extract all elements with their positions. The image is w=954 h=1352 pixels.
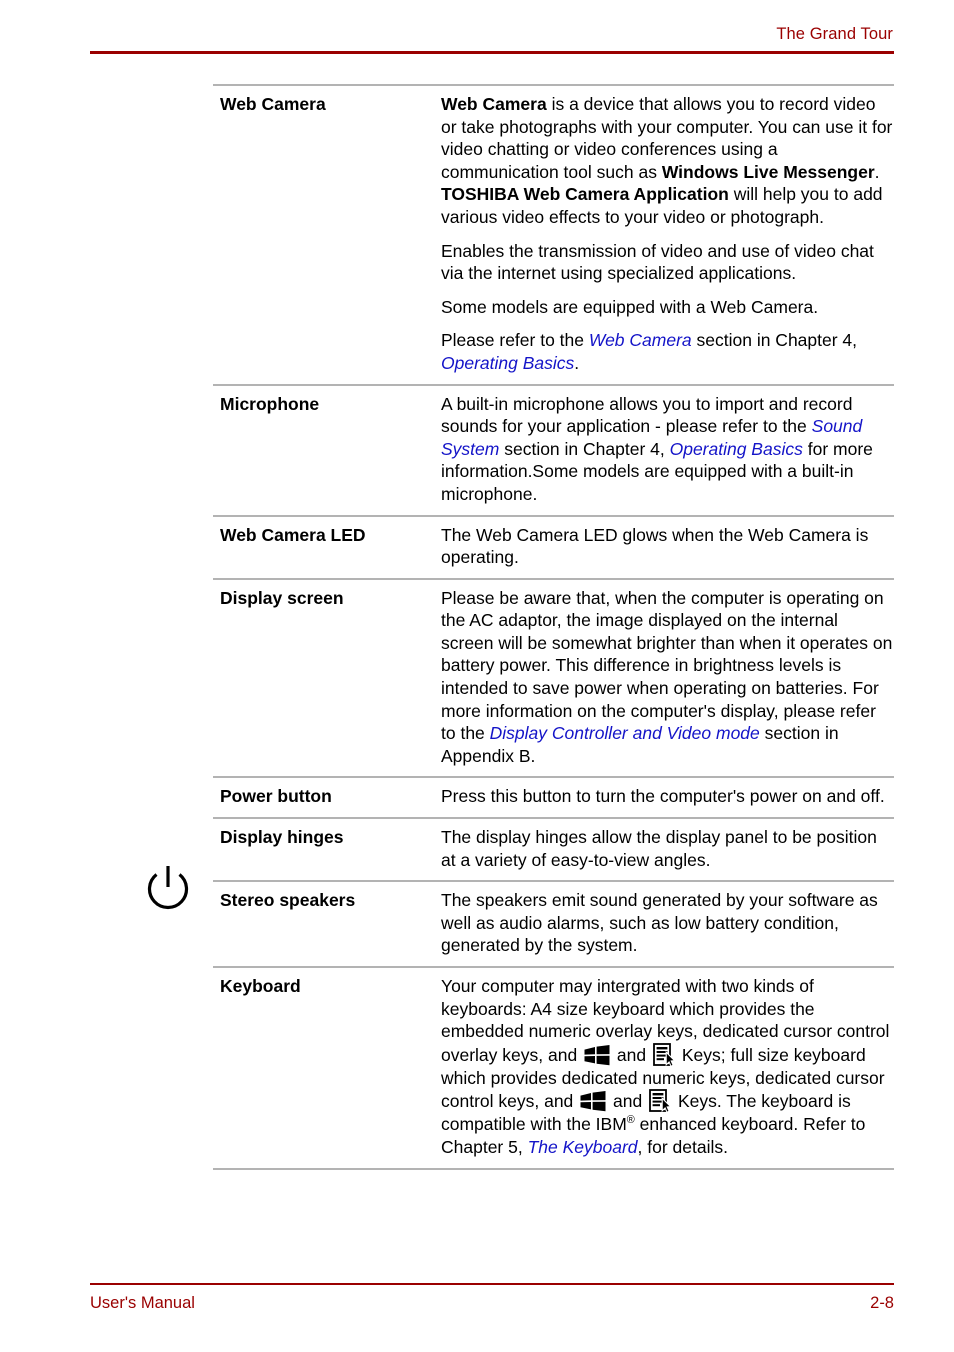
windows-key-icon [584,1045,610,1066]
application-menu-key-icon [653,1043,675,1067]
cross-reference-link[interactable]: Operating Basics [669,438,803,459]
cross-reference-link[interactable]: Sound System [441,416,863,459]
cross-reference-link[interactable]: Web Camera [588,330,692,351]
emphasis-text: Web Camera [441,94,547,114]
spec-paragraph: The Web Camera LED glows when the Web Camera is operating. [441,524,869,568]
spec-paragraph: Some models are equipped with a Web Camera. [441,296,819,317]
spec-term: Display hinges [220,827,344,848]
spec-row [213,817,894,880]
spec-description [441,587,894,768]
spec-term: Display screen [220,587,344,608]
spec-paragraph: The speakers emit sound generated by your software as well as audio alarms, such as low battery condition, generated by the system. [441,890,878,956]
header-chapter-title: The Grand Tour [776,25,893,43]
spec-row [213,84,894,384]
spec-paragraph: Press this button to turn the computer's power on and off. [441,786,885,807]
windows-key-icon [580,1091,606,1112]
cross-reference-link[interactable]: Display Controller and Video mode [489,723,760,744]
header-divider-rule [90,51,894,54]
power-symbol-icon [142,862,194,914]
footer-row [90,1293,894,1313]
spec-term: Keyboard [220,976,301,996]
spec-description [441,393,894,506]
footer-divider-rule [90,1283,894,1285]
spec-term: Microphone [220,393,320,414]
spec-description [441,785,894,808]
footer-page-number: 2-8 [870,1294,894,1312]
spec-description [441,975,894,1159]
cross-reference-link[interactable]: The Keyboard [527,1136,638,1157]
spec-paragraph: Your computer may intergrated with two kinds of keyboards: A4 size keyboard which provides the embedded numeric overlay keys, dedicated cursor control overlay keys, and and Keys; full size keyboard which provides dedicated numeric keys, dedicated cursor control keys, and and Keys. The keyboard is compatible with the IBM® enhanced keyboard. Refer to Chapter 5, The Keyboard, for details. [441,976,890,1157]
specification-table [213,84,894,1170]
registered-trademark-mark: ® [626,1114,635,1127]
spec-description [441,889,894,957]
spec-term: Web Camera [220,94,326,114]
page-footer [90,1283,894,1313]
spec-row [213,966,894,1170]
spec-paragraph: Enables the transmission of video and use of video chat via the internet using specialized applications. [441,240,874,284]
spec-description [441,93,894,375]
spec-paragraph: The display hinges allow the display panel to be position at a variety of easy-to-view angles. [441,827,877,870]
spec-description [441,524,894,569]
spec-row [213,578,894,777]
spec-row [213,515,894,578]
footer-manual-label: User's Manual [90,1294,195,1312]
emphasis-text: Windows Live Messenger [661,161,875,182]
spec-row [213,880,894,966]
spec-paragraph: Please refer to the Web Camera section in Chapter 4, Operating Basics. [441,330,858,373]
spec-description [441,826,894,871]
spec-row [213,384,894,515]
spec-paragraph: Please be aware that, when the computer is operating on the AC adaptor, the image displayed on the internal screen will be somewhat brighter than when it operates on battery power. This difference in brightness levels is intended to save power when operating on batteries. For more information on the computer's display, please refer to the Display Controller and Video mode section in Appendix B. [441,587,893,766]
spec-term: Web Camera LED [220,524,366,545]
spec-row [213,776,894,817]
cross-reference-link[interactable]: Operating Basics [441,352,575,373]
spec-term: Stereo speakers [220,890,356,911]
emphasis-text: TOSHIBA Web Camera Application [441,184,729,205]
spec-paragraph: A built-in microphone allows you to import and record sounds for your application - please refer to the Sound System section in Chapter 4, Operating Basics for more information.Some models are equipped with a built-in microphone. [441,393,873,504]
spec-term: Power button [220,786,332,807]
page-header [90,24,894,54]
application-menu-key-icon [649,1089,671,1113]
spec-paragraph: Web Camera is a device that allows you to record video or take photographs with your computer. You can use it for video chatting or video conferences using a communication tool such as Windows Live Messenger. TOSHIBA Web Camera Application will help you to add various video effects to your video or photograph. [441,94,893,227]
